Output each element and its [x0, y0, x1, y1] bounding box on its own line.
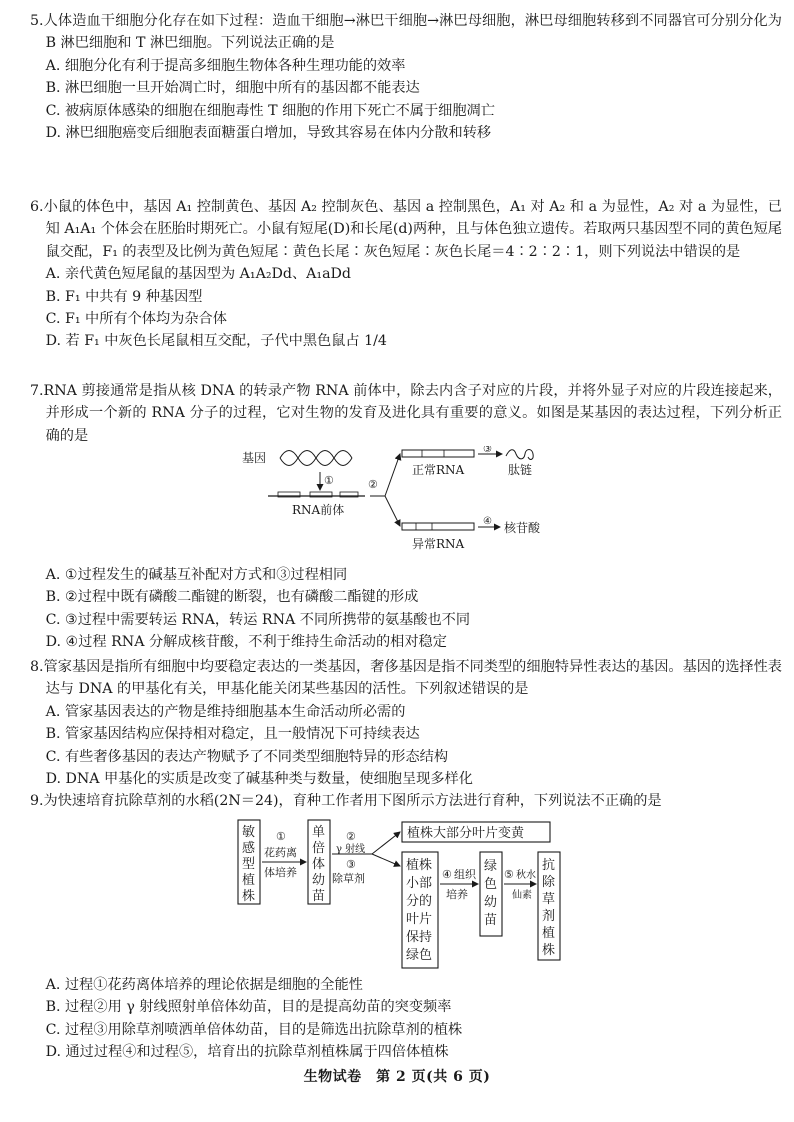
nucleotide-label: 核苷酸 [504, 521, 541, 535]
step-4-label: ④ [483, 516, 492, 527]
box4-line: 小部 [406, 876, 433, 891]
question-8-option-d: D. DNA 甲基化的实质是改变了碱基种类与数量，使细胞呈现多样化 [45, 771, 473, 788]
peptide-label: 肽链 [508, 463, 533, 477]
question-5-stem: 5.人体造血干细胞分化存在如下过程：造血干细胞→淋巴干细胞→淋巴母细胞，淋巴母细胞转移到不同器官可分别分化为 B 淋巴细胞和 T 淋巴细胞。下列说法正确的是 [30, 13, 782, 52]
branch-yellow [372, 832, 400, 854]
question-7-options [30, 564, 782, 654]
box2-char: 单 [312, 825, 326, 840]
normal-rna-strand [402, 450, 474, 457]
question-5-option-b: B. 淋巴细胞一旦开始凋亡时，细胞中所有的基因都不能表达 [45, 80, 420, 97]
box5-char: 苗 [484, 913, 498, 928]
question-8-option-b: B. 管家基因结构应保持相对稳定，且一般情况下可持续表达 [45, 726, 420, 743]
question-9-option-b: B. 过程②用 γ 射线照射单倍体幼苗，目的是提高幼苗的突变频率 [45, 999, 452, 1016]
rna-splicing-diagram [240, 446, 570, 558]
question-9-stem: 9.为快速培育抗除草剂的水稻(2N＝24)，育种工作者用下图所示方法进行育种，下列说法不正确的是 [30, 793, 662, 809]
a2-num: ② [346, 830, 356, 843]
box2-char: 苗 [312, 889, 326, 904]
a1-line2: 体培养 [264, 866, 297, 879]
abnormal-rna-label: 异常RNA [412, 537, 465, 551]
box2-char: 体 [312, 857, 326, 872]
box2-char: 倍 [312, 841, 326, 856]
box6-char: 株 [542, 943, 556, 958]
question-9-option-c: C. 过程③用除草剂喷洒单倍体幼苗，目的是筛选出抗除草剂的植株 [45, 1021, 463, 1038]
question-5-option-c: C. 被病原体感染的细胞在细胞毒性 T 细胞的作用下死亡不属于细胞凋亡 [45, 102, 495, 119]
branch-green [372, 854, 400, 866]
box6-char: 除 [542, 875, 556, 890]
box6-char: 抗 [542, 858, 556, 873]
a1-line1: 花药离 [264, 846, 297, 859]
question-6-stem: 6.小鼠的体色中，基因 A₁ 控制黄色、基因 A₂ 控制灰色、基因 a 控制黑色，A₁ 对 A₂ 和 a 为显性，A₂ 对 a 为显性，已知 A₁A₁ 个体会在胚胎时期死亡。小鼠有短尾(D)和长尾(d)两种，且与体色独立遗传。若取两只基因型不同的黄色短尾鼠交配，F₁ 的表型及比例为黄色短尾∶黄色长尾∶灰色短尾∶灰色长尾＝4∶2∶2∶1，则下列说法中错误的是 [30, 199, 782, 260]
a1-num: ① [276, 830, 286, 843]
box6-char: 草 [542, 892, 556, 907]
question-7-option-b: B. ②过程中既有磷酸二酯键的断裂，也有磷酸二酯键的形成 [45, 589, 419, 606]
dna-strand-icon [280, 451, 352, 466]
question-7-option-a: A. ①过程发生的碱基互补配对方式和③过程相同 [45, 567, 348, 583]
question-7-option-c: C. ③过程中需要转运 RNA，转运 RNA 不同所携带的氨基酸也不同 [45, 611, 471, 628]
box3-text: 植株大部分叶片变黄 [407, 826, 525, 841]
question-7-option-d: D. ④过程 RNA 分解成核苷酸，不利于维持生命活动的相对稳定 [45, 634, 447, 651]
rna-splicing-figure [240, 446, 570, 558]
question-6-option-d: D. 若 F₁ 中灰色长尾鼠相互交配，子代中黑色鼠占 1/4 [45, 333, 387, 350]
branch-normal [385, 454, 400, 496]
box1-char: 植 [242, 873, 256, 888]
question-6-option-b: B. F₁ 中共有 9 种基因型 [45, 288, 203, 305]
box1-char: 感 [242, 841, 256, 856]
a5-num: ⑤ [504, 868, 514, 881]
breeding-figure [236, 818, 566, 972]
box5-char: 幼 [484, 895, 498, 910]
a3-num: ③ [346, 858, 356, 871]
question-7 [30, 380, 782, 447]
step-2-label: ② [368, 478, 378, 491]
question-5 [30, 10, 782, 144]
box1-char: 敏 [242, 825, 256, 840]
question-9-option-d: D. 通过过程④和过程⑤，培育出的抗除草剂植株属于四倍体植株 [45, 1044, 449, 1061]
a5-line2: 仙素 [512, 890, 532, 901]
question-6-option-a: A. 亲代黄色短尾鼠的基因型为 A₁A₂Dd、A₁aDd [45, 266, 351, 283]
question-9-options [30, 974, 782, 1064]
box5-char: 绿 [484, 859, 498, 874]
breeding-flow-diagram [236, 818, 566, 972]
question-8-option-c: C. 有些奢侈基因的表达产物赋予了不同类型细胞特异的形态结构 [45, 748, 449, 765]
box1-char: 型 [242, 857, 256, 872]
question-6 [30, 196, 782, 353]
box4-line: 保持 [406, 930, 433, 945]
question-7-stem: 7.RNA 剪接通常是指从核 DNA 的转录产物 RNA 前体中，除去内含子对应的片段，并将外显子对应的片段连接起来，并形成一个新的 RNA 分子的过程，它对生物的发育及进化具有重要的意义。如图是某基因的表达过程，下列分析正确的是 [30, 383, 782, 444]
box4-line: 分的 [406, 894, 433, 909]
peptide-chain-icon [506, 450, 533, 460]
box2-char: 幼 [312, 873, 326, 888]
box6-char: 剂 [542, 909, 556, 924]
step-3-label: ③ [483, 446, 492, 455]
question-8-stem: 8.管家基因是指所有细胞中均要稳定表达的一类基因，奢侈基因是指不同类型的细胞特异性表达的基因。基因的选择性表达与 DNA 的甲基化有关，甲基化能关闭某些基因的活性。下列叙述错误的是 [30, 659, 782, 698]
a4-num: ④ [442, 868, 452, 881]
question-8 [30, 656, 782, 790]
box1-char: 株 [242, 889, 256, 904]
normal-rna-label: 正常RNA [412, 463, 465, 477]
step-1-label: ① [324, 474, 334, 487]
pre-rna-label: RNA前体 [292, 503, 345, 517]
question-9-option-a: A. 过程①花药离体培养的理论依据是细胞的全能性 [45, 977, 363, 993]
question-6-option-c: C. F₁ 中所有个体均为杂合体 [45, 311, 227, 328]
page-footer: 生物试卷 第 2 页(共 6 页) [303, 1069, 491, 1085]
question-8-option-a: A. 管家基因表达的产物是维持细胞基本生命活动所必需的 [45, 703, 406, 720]
box5-char: 色 [484, 877, 498, 892]
box4-line: 植株 [406, 858, 433, 873]
a4-line1: 组织 [454, 868, 476, 881]
question-5-option-d: D. 淋巴细胞癌变后细胞表面糖蛋白增加，导致其容易在体内分散和转移 [45, 125, 492, 142]
branch-abnormal [385, 496, 400, 526]
a5-line1: 秋水 [516, 870, 536, 881]
a4-line2: 培养 [446, 888, 468, 901]
abnormal-rna-strand [402, 523, 474, 530]
a3-text: 除草剂 [332, 872, 365, 885]
question-5-option-a: A. 细胞分化有利于提高多细胞生物体各种生理功能的效率 [45, 57, 406, 74]
box4-line: 绿色 [406, 948, 433, 963]
box6-char: 植 [542, 926, 556, 941]
gene-label: 基因 [242, 451, 267, 465]
box4-line: 叶片 [406, 912, 433, 927]
a2-text: γ 射线 [336, 844, 366, 855]
question-9 [30, 790, 782, 812]
